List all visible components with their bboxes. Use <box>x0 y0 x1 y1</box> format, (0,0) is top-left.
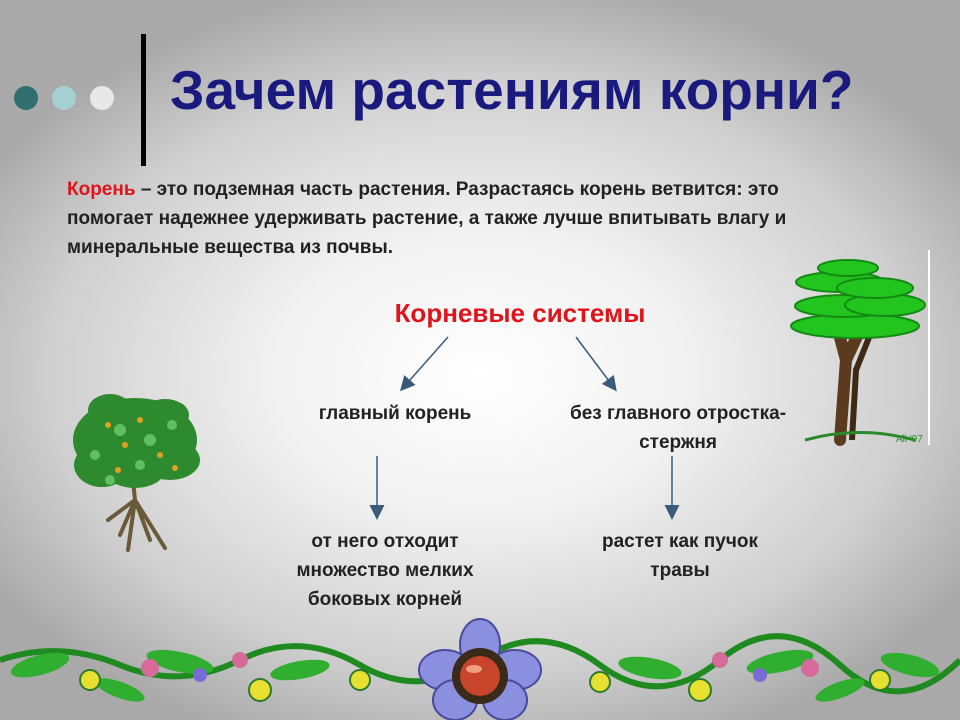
bush-illustration <box>73 394 200 550</box>
branch-main-root-description: от него отходит множество мелких боковых корней <box>296 531 474 610</box>
branch-main-root: главный корень <box>318 403 472 424</box>
arrow-to-main-root <box>402 337 448 389</box>
diagram-heading: Корневые системы <box>394 298 646 328</box>
slide-title: Зачем растениям корни? <box>170 59 854 121</box>
intro-term: Корень <box>67 179 136 200</box>
tree-illustration <box>791 250 929 445</box>
intro-definition: – это подземная часть растения. Разрастаясь корень ветвится: это помогает надежнее удерживать растение, а также лучше впитывать влагу и минеральные вещества из почвы. <box>67 179 787 258</box>
arrow-to-no-main-root <box>576 337 615 389</box>
branch-no-main-root-description: растет как пучок травы <box>602 531 758 581</box>
branch-no-main-root: без главного отростка-стержня <box>569 403 787 453</box>
tree-signature: Ali '97 <box>896 434 923 445</box>
floral-border <box>0 619 960 720</box>
